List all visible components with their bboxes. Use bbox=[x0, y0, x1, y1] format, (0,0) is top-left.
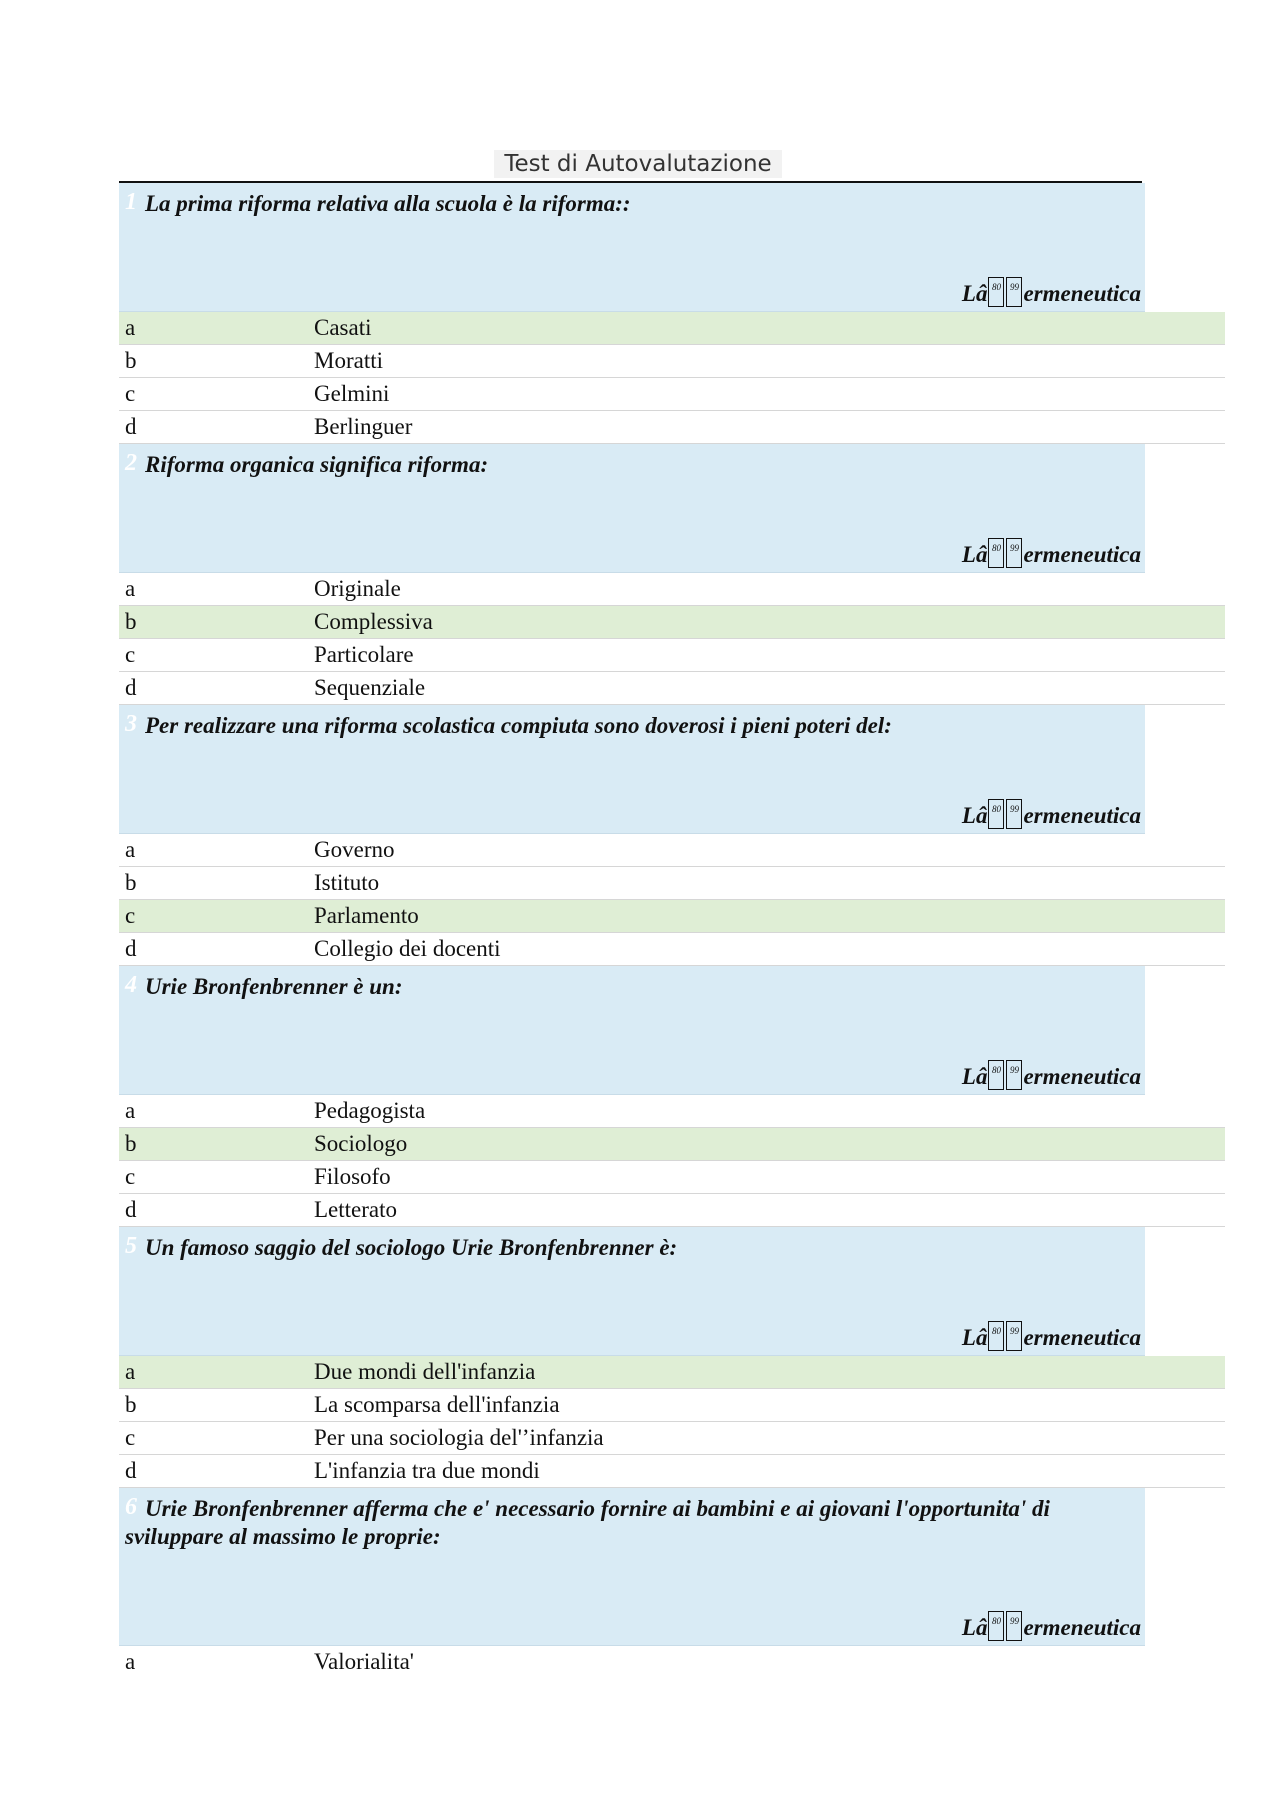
missing-glyph-icon: 80 bbox=[988, 538, 1004, 568]
option-text: Berlinguer bbox=[314, 414, 413, 439]
answer-option bbox=[119, 933, 1225, 966]
answer-option bbox=[119, 411, 1225, 444]
option-text: Moratti bbox=[314, 348, 383, 373]
answer-option bbox=[119, 900, 1225, 933]
answer-option bbox=[119, 1455, 1225, 1488]
question-text: Per realizzare una riforma scolastica compiuta sono doverosi i pieni poteri del: bbox=[145, 713, 892, 738]
missing-glyph-icon: 80 bbox=[988, 1060, 1004, 1090]
answer-option bbox=[119, 345, 1225, 378]
question-block bbox=[119, 183, 1145, 312]
option-letter: a bbox=[125, 315, 136, 340]
question-number: 4 bbox=[125, 972, 137, 998]
option-letter: b bbox=[125, 609, 137, 634]
answer-option bbox=[119, 1389, 1225, 1422]
question-number: 1 bbox=[125, 189, 137, 215]
option-letter: c bbox=[125, 903, 136, 928]
question-text: La prima riforma relativa alla scuola è la riforma:: bbox=[145, 191, 631, 216]
question-text: Un famoso saggio del sociologo Urie Bronfenbrenner è: bbox=[145, 1235, 678, 1260]
option-text: Complessiva bbox=[314, 609, 433, 634]
option-text: Per una sociologia del'’infanzia bbox=[314, 1425, 604, 1450]
option-text: Casati bbox=[314, 315, 372, 340]
option-letter: b bbox=[125, 1131, 137, 1156]
answer-option bbox=[119, 834, 1225, 867]
answer-option bbox=[119, 639, 1225, 672]
answer-option bbox=[119, 606, 1225, 639]
answer-option bbox=[119, 1356, 1225, 1389]
answer-option bbox=[119, 672, 1225, 705]
answer-option bbox=[119, 1161, 1225, 1194]
option-letter: c bbox=[125, 642, 136, 667]
missing-glyph-icon: 99 bbox=[1006, 1060, 1022, 1090]
option-letter: a bbox=[125, 1359, 136, 1384]
option-text: Parlamento bbox=[314, 903, 419, 928]
option-text: Governo bbox=[314, 837, 395, 862]
question-block bbox=[119, 705, 1145, 834]
option-letter: b bbox=[125, 870, 137, 895]
brand-logo: Lâ 80 99 ermeneutica bbox=[962, 799, 1141, 829]
missing-glyph-icon: 99 bbox=[1006, 538, 1022, 568]
question-number: 5 bbox=[125, 1233, 137, 1259]
answer-option bbox=[119, 573, 1225, 606]
option-text: Sequenziale bbox=[314, 675, 426, 700]
brand-logo: Lâ 80 99 ermeneutica bbox=[962, 1060, 1141, 1090]
answer-option bbox=[119, 1128, 1225, 1161]
option-letter: a bbox=[125, 1649, 136, 1674]
option-letter: d bbox=[125, 1458, 137, 1483]
option-text: Particolare bbox=[314, 642, 414, 667]
option-letter: b bbox=[125, 1392, 137, 1417]
option-letter: c bbox=[125, 381, 136, 406]
option-text: Letterato bbox=[314, 1197, 398, 1222]
option-text: Collegio dei docenti bbox=[314, 936, 501, 961]
option-letter: c bbox=[125, 1164, 136, 1189]
option-text: Pedagogista bbox=[314, 1098, 426, 1123]
option-text: L'infanzia tra due mondi bbox=[314, 1458, 540, 1483]
missing-glyph-icon: 80 bbox=[988, 1611, 1004, 1641]
option-letter: d bbox=[125, 675, 137, 700]
answer-option bbox=[119, 1194, 1225, 1227]
option-letter: a bbox=[125, 837, 136, 862]
question-block bbox=[119, 1227, 1145, 1356]
option-letter: d bbox=[125, 414, 137, 439]
option-letter: d bbox=[125, 1197, 137, 1222]
answer-option bbox=[119, 867, 1225, 900]
answer-option bbox=[119, 1646, 1225, 1678]
brand-logo: Lâ 80 99 ermeneutica bbox=[962, 1611, 1141, 1641]
missing-glyph-icon: 99 bbox=[1006, 1611, 1022, 1641]
option-text: Istituto bbox=[314, 870, 380, 895]
option-letter: a bbox=[125, 576, 136, 601]
question-text: Riforma organica significa riforma: bbox=[145, 452, 489, 477]
missing-glyph-icon: 80 bbox=[988, 799, 1004, 829]
option-letter: b bbox=[125, 348, 137, 373]
answer-option bbox=[119, 1422, 1225, 1455]
answer-option bbox=[119, 312, 1225, 345]
brand-logo: Lâ 80 99 ermeneutica bbox=[962, 277, 1141, 307]
option-letter: c bbox=[125, 1425, 136, 1450]
option-text: La scomparsa dell'infanzia bbox=[314, 1392, 560, 1417]
option-letter: a bbox=[125, 1098, 136, 1123]
question-block bbox=[119, 966, 1145, 1095]
question-number: 3 bbox=[125, 711, 137, 737]
missing-glyph-icon: 99 bbox=[1006, 277, 1022, 307]
answer-option bbox=[119, 1095, 1225, 1128]
brand-logo: Lâ 80 99 ermeneutica bbox=[962, 538, 1141, 568]
option-text: Filosofo bbox=[314, 1164, 391, 1189]
missing-glyph-icon: 80 bbox=[988, 1321, 1004, 1351]
question-text: Urie Bronfenbrenner afferma che e' necessario fornire ai bambini e ai giovani l'opportunita' di sviluppare al massimo le proprie: bbox=[125, 1496, 1050, 1549]
option-letter: d bbox=[125, 936, 137, 961]
option-text: Gelmini bbox=[314, 381, 390, 406]
option-text: Valorialita' bbox=[314, 1649, 414, 1674]
option-text: Originale bbox=[314, 576, 401, 601]
missing-glyph-icon: 99 bbox=[1006, 799, 1022, 829]
missing-glyph-icon: 99 bbox=[1006, 1321, 1022, 1351]
question-number: 2 bbox=[125, 450, 137, 476]
question-number: 6 bbox=[125, 1494, 137, 1520]
question-text: Urie Bronfenbrenner è un: bbox=[145, 974, 403, 999]
page-title: Test di Autovalutazione bbox=[494, 150, 782, 178]
missing-glyph-icon: 80 bbox=[988, 277, 1004, 307]
question-block bbox=[119, 1488, 1145, 1646]
option-text: Due mondi dell'infanzia bbox=[314, 1359, 536, 1384]
answer-option bbox=[119, 378, 1225, 411]
brand-logo: Lâ 80 99 ermeneutica bbox=[962, 1321, 1141, 1351]
question-block bbox=[119, 444, 1145, 573]
option-text: Sociologo bbox=[314, 1131, 408, 1156]
